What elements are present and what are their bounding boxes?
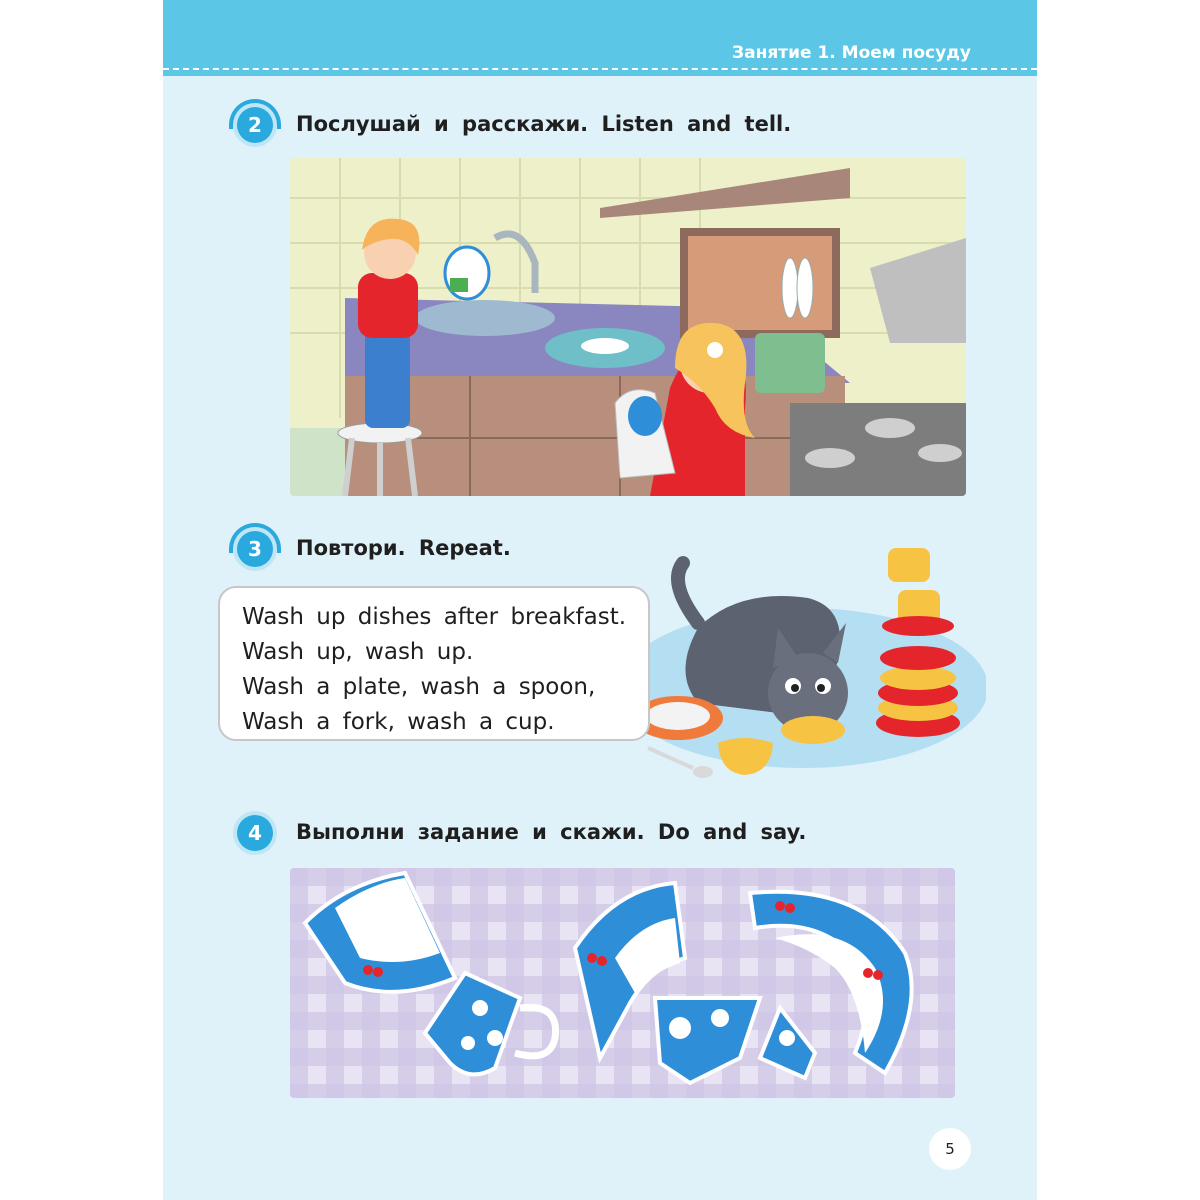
header-dashed-line: [163, 68, 1037, 70]
exercise-3-number: 3: [248, 537, 262, 561]
exercise-4-title: Выполни задание и скажи. Do and say.: [296, 820, 807, 844]
lesson-title: Занятие 1. Моем посуду: [732, 43, 971, 63]
puzzle-svg: [290, 868, 955, 1098]
broken-dishes-puzzle: [290, 868, 955, 1098]
exercise-4-number: 4: [248, 821, 262, 845]
exercise-3-title: Повтори. Repeat.: [296, 536, 511, 560]
exercise-2-title: Послушай и расскажи. Listen and tell.: [296, 112, 792, 136]
kitchen-scene-svg: [290, 158, 966, 496]
rhyme-line: Wash a fork, wash a cup.: [242, 709, 555, 735]
rhyme-line: Wash up dishes after breakfast.: [242, 604, 627, 630]
rhyme-speech-bubble: [218, 586, 650, 741]
kitchen-illustration: [290, 158, 966, 496]
exercise-4-badge: [237, 815, 273, 851]
rhyme-line: Wash up, wash up.: [242, 639, 474, 665]
exercise-2-number: 2: [248, 113, 262, 137]
exercise-2-audio-icon[interactable]: [237, 107, 273, 143]
exercise-3-audio-icon[interactable]: [237, 531, 273, 567]
page-header: [163, 0, 1037, 76]
page-number: 5: [929, 1128, 971, 1170]
rhyme-line: Wash a plate, wash a spoon,: [242, 674, 596, 700]
workbook-page: [163, 0, 1037, 1200]
